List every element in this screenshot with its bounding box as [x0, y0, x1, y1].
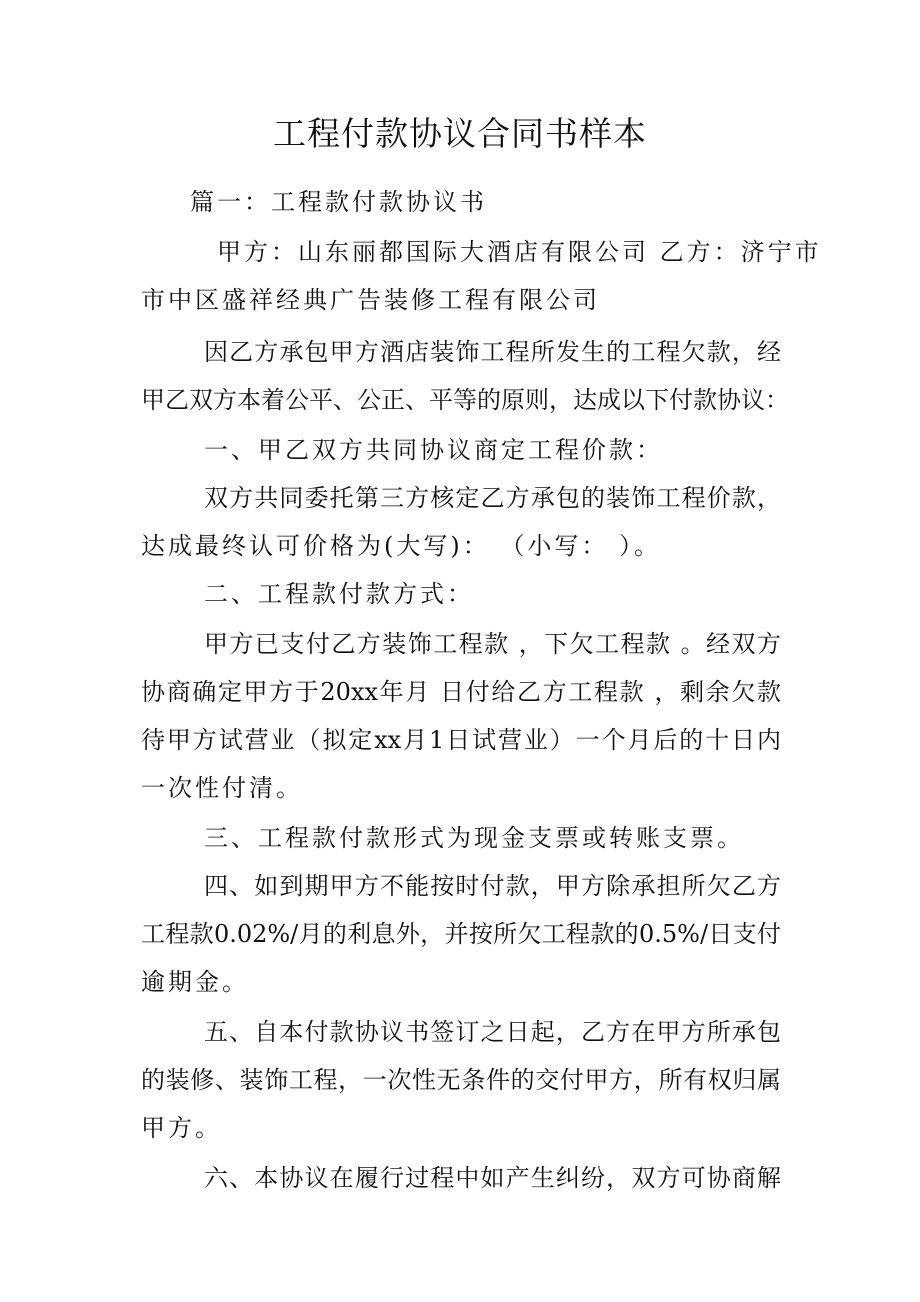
clause-heading: 一、甲乙双方共同协议商定工程价款： [204, 436, 663, 464]
paragraph-line: 甲方已支付乙方装饰工程款 ，下欠工程款 。经双方 [204, 630, 781, 658]
section-heading: 篇一：工程款付款协议书 [190, 188, 487, 216]
paragraph-line: 协商确定甲方于20xx年月 日付给乙方工程款 ，剩余欠款 [141, 678, 781, 706]
paragraph-line: 待甲方试营业（拟定xx月1日试营业）一个月后的十日内 [141, 726, 781, 754]
paragraph-line: 达成最终认可价格为(大写)： （小写： ）。 [141, 532, 661, 560]
paragraph-line: 的装修、装饰工程，一次性无条件的交付甲方，所有权归属 [141, 1066, 781, 1094]
paragraph-line: 六、本协议在履行过程中如产生纠纷，双方可协商解 [204, 1164, 781, 1192]
clause-line: 三、工程款付款形式为现金支票或转账支票。 [204, 824, 744, 852]
paragraph-line: 工程款0.02%/月的利息外，并按所欠工程款的0.5%/日支付 [141, 920, 781, 948]
paragraph-line: 五、自本付款协议书签订之日起，乙方在甲方所承包 [204, 1018, 781, 1046]
paragraph-line: 因乙方承包甲方酒店装饰工程所发生的工程欠款，经 [204, 338, 781, 366]
paragraph-line: 甲方。 [141, 1114, 222, 1142]
paragraph-line: 逾期金。 [141, 968, 249, 996]
clause-heading: 二、工程款付款方式： [204, 580, 474, 608]
document-title: 工程付款协议合同书样本 [273, 114, 647, 153]
paragraph-line: 市中区盛祥经典广告装修工程有限公司 [141, 286, 600, 314]
paragraph-line: 四、如到期甲方不能按时付款，甲方除承担所欠乙方 [204, 872, 781, 900]
paragraph-line: 甲乙双方本着公平、公正、平等的原则，达成以下付款协议： [141, 386, 789, 414]
paragraph-line: 双方共同委托第三方核定乙方承包的装饰工程价款， [204, 484, 781, 512]
paragraph-line: 甲方：山东丽都国际大酒店有限公司 乙方：济宁市 [217, 238, 822, 266]
paragraph-line: 一次性付清。 [141, 774, 303, 802]
